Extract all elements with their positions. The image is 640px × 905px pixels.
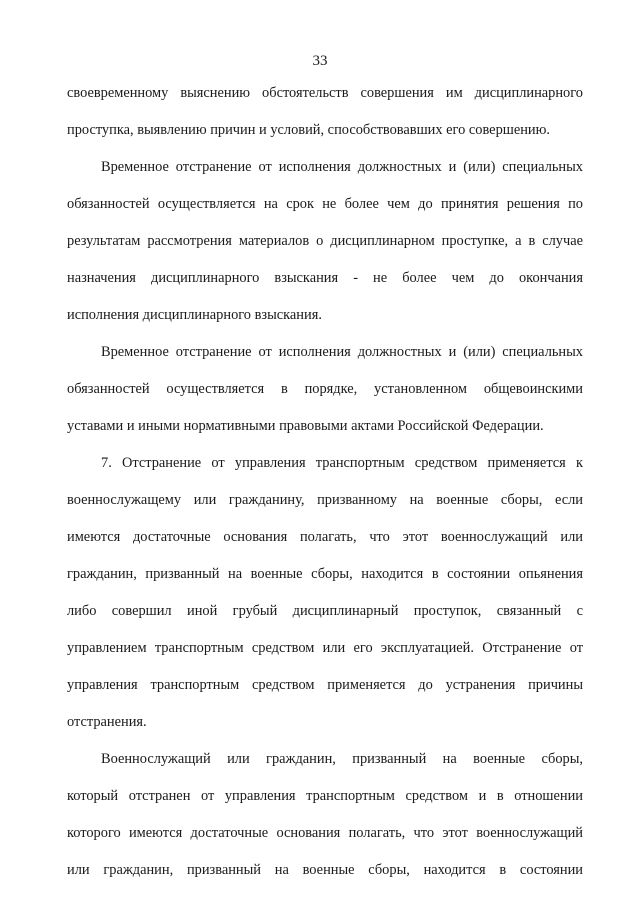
text-line: Военнослужащий или гражданин, призванный на военные сборы, — [101, 751, 583, 767]
text-line: либо совершил иной грубый дисциплинарный проступок, связанный с — [67, 603, 583, 619]
text-line: уставами и иными нормативными правовыми актами Российской Федерации. — [67, 418, 544, 434]
text-line: который отстранен от управления транспортным средством и в отношении — [67, 788, 583, 804]
text-line: управления транспортным средством применяется до устранения причины — [67, 677, 583, 693]
paragraph-removed-driver — [67, 741, 583, 889]
page-number: 33 — [312, 53, 328, 69]
paragraph-item-7 — [67, 445, 583, 741]
text-line: обязанностей осуществляется на срок не более чем до принятия решения по — [67, 196, 583, 212]
text-line: Временное отстранение от исполнения должностных и (или) специальных — [101, 344, 583, 360]
paragraph-suspension-term — [67, 149, 583, 334]
text-line: управлением транспортным средством или его эксплуатацией. Отстранение от — [67, 640, 583, 656]
text-line: отстранения. — [67, 714, 147, 730]
paragraph-suspension-procedure — [67, 334, 583, 445]
text-line: военнослужащему или гражданину, призванному на военные сборы, если — [67, 492, 583, 508]
text-line: результатам рассмотрения материалов о дисциплинарном проступке, а в случае — [67, 233, 583, 249]
text-line: 7. Отстранение от управления транспортным средством применяется к — [101, 455, 583, 471]
text-line: Временное отстранение от исполнения должностных и (или) специальных — [101, 159, 583, 175]
text-line: которого имеются достаточные основания полагать, что этот военнослужащий — [67, 825, 583, 841]
text-line: своевременному выяснению обстоятельств совершения им дисциплинарного — [67, 85, 583, 101]
text-line: обязанностей осуществляется в порядке, установленном общевоинскими — [67, 381, 583, 397]
text-line: исполнения дисциплинарного взыскания. — [67, 307, 322, 323]
text-line: гражданин, призванный на военные сборы, находится в состоянии опьянения — [67, 566, 583, 582]
text-line: имеются достаточные основания полагать, что этот военнослужащий или — [67, 529, 583, 545]
paragraph-continuation — [67, 75, 583, 149]
text-line: или гражданин, призванный на военные сборы, находится в состоянии — [67, 862, 583, 878]
text-line: назначения дисциплинарного взыскания - не более чем до окончания — [67, 270, 583, 286]
document-body — [67, 75, 583, 889]
text-line: проступка, выявлению причин и условий, способствовавших его совершению. — [67, 122, 550, 138]
